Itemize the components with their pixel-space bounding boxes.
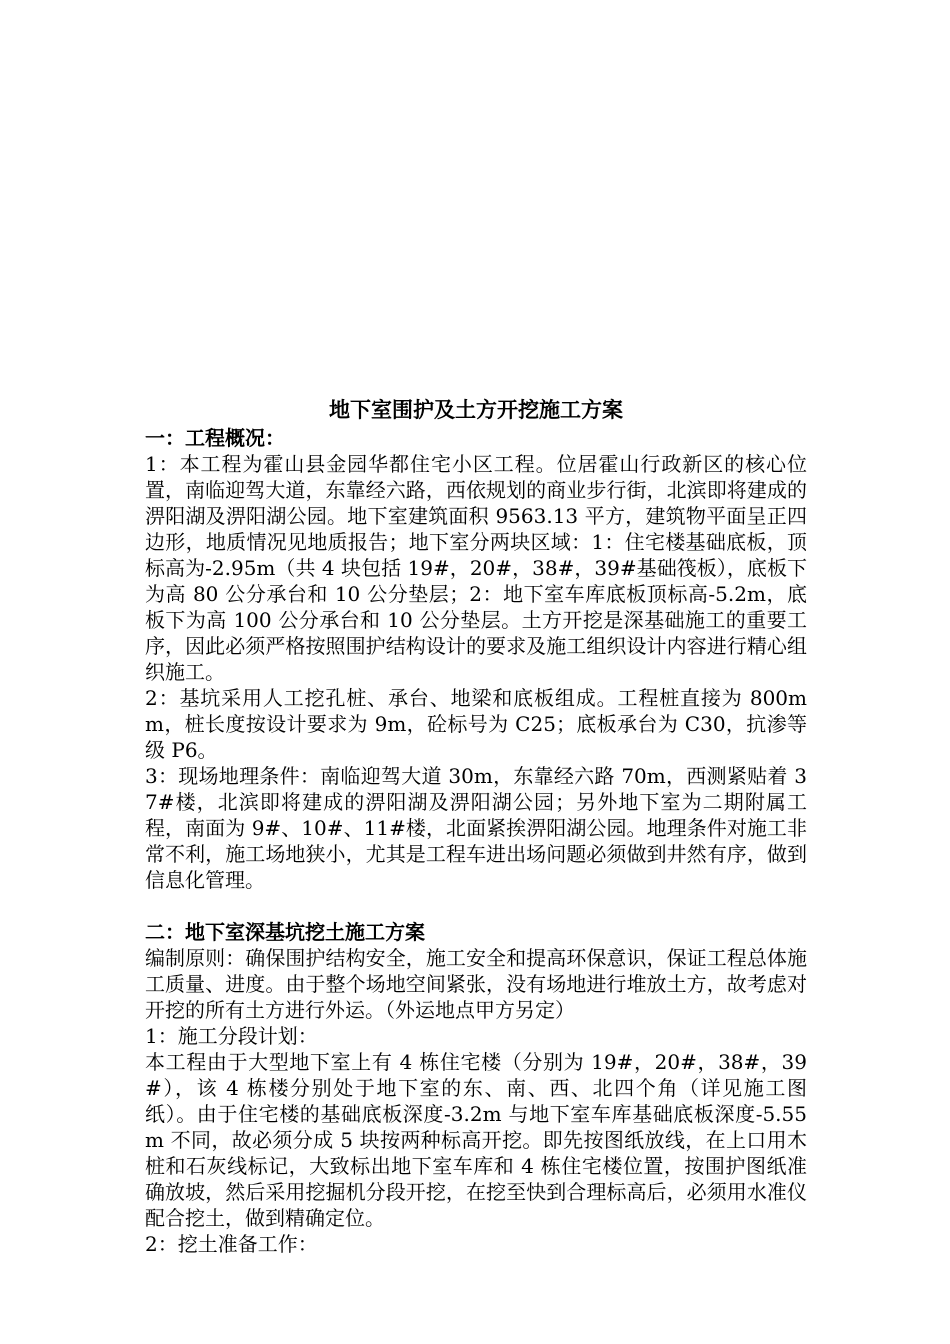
section-2-paragraph-1: 编制原则：确保围护结构安全，施工安全和提高环保意识，保证工程总体施工质量、进度。由于整个场地空间紧张，没有场地进行堆放土方，故考虑对开挖的所有土方进行外运。（外运地点甲方另定）: [145, 946, 807, 1022]
section-2-paragraph-3: 本工程由于大型地下室上有 4 栋住宅楼（分别为 19#，20#，38#，39#），该 4 栋楼分别处于地下室的东、南、西、北四个角（详见施工图纸）。由于住宅楼的基础底板深度-3.2m 与地下室车库基础底板深度-5.55m 不同，故必须分成 5 块按两种标高开挖。即先按图纸放线，在上口用木桩和石灰线标记，大致标出地下室车库和 4 栋住宅楼位置，按围护图纸准确放坡，然后采用挖掘机分段开挖，在挖至快到合理标高后，必须用水准仪配合挖土，做到精确定位。: [145, 1050, 807, 1230]
document-title: 地下室围护及土方开挖施工方案: [329, 397, 623, 422]
section-1-paragraph-2: 2：基坑采用人工挖孔桩、承台、地梁和底板组成。工程桩直接为 800mm，桩长度按设计要求为 9m，砼标号为 C25；底板承台为 C30，抗渗等级 P6。: [145, 686, 807, 762]
section-1-heading: 一：工程概况：: [145, 426, 285, 450]
section-1-paragraph-1: 1：本工程为霍山县金园华都住宅小区工程。位居霍山行政新区的核心位置，南临迎驾大道，东靠经六路，西依规划的商业步行街，北滨即将建成的淠阳湖及淠阳湖公园。地下室建筑面积 9563.13 平方，建筑物平面呈正四边形，地质情况见地质报告；地下室分两块区域：1：住宅楼基础底板，顶标高为-2.95m（共 4 块包括 19#，20#，38#，39#基础筏板），底板下为高 80 公分承台和 10 公分垫层；2：地下室车库底板顶标高-5.2m，底板下为高 100 公分承台和 10 公分垫层。土方开挖是深基础施工的重要工序，因此必须严格按照围护结构设计的要求及施工组织设计内容进行精心组织施工。: [145, 452, 807, 684]
section-2-paragraph-4: 2：挖土准备工作：: [145, 1232, 318, 1256]
document-body: [145, 395, 807, 1257]
section-2-paragraph-2: 1：施工分段计划：: [145, 1024, 318, 1048]
section-1-paragraph-3: 3：现场地理条件：南临迎驾大道 30m，东靠经六路 70m，西测紧贴着 37#楼，北滨即将建成的淠阳湖及淠阳湖公园；另外地下室为二期附属工程，南面为 9#、10#、11#楼，北面紧挨淠阳湖公园。地理条件对施工非常不利，施工场地狭小，尤其是工程车进出场问题必须做到井然有序，做到信息化管理。: [145, 764, 807, 892]
blank-line: [145, 893, 807, 919]
section-2-heading: 二：地下室深基坑挖土施工方案: [145, 920, 425, 944]
